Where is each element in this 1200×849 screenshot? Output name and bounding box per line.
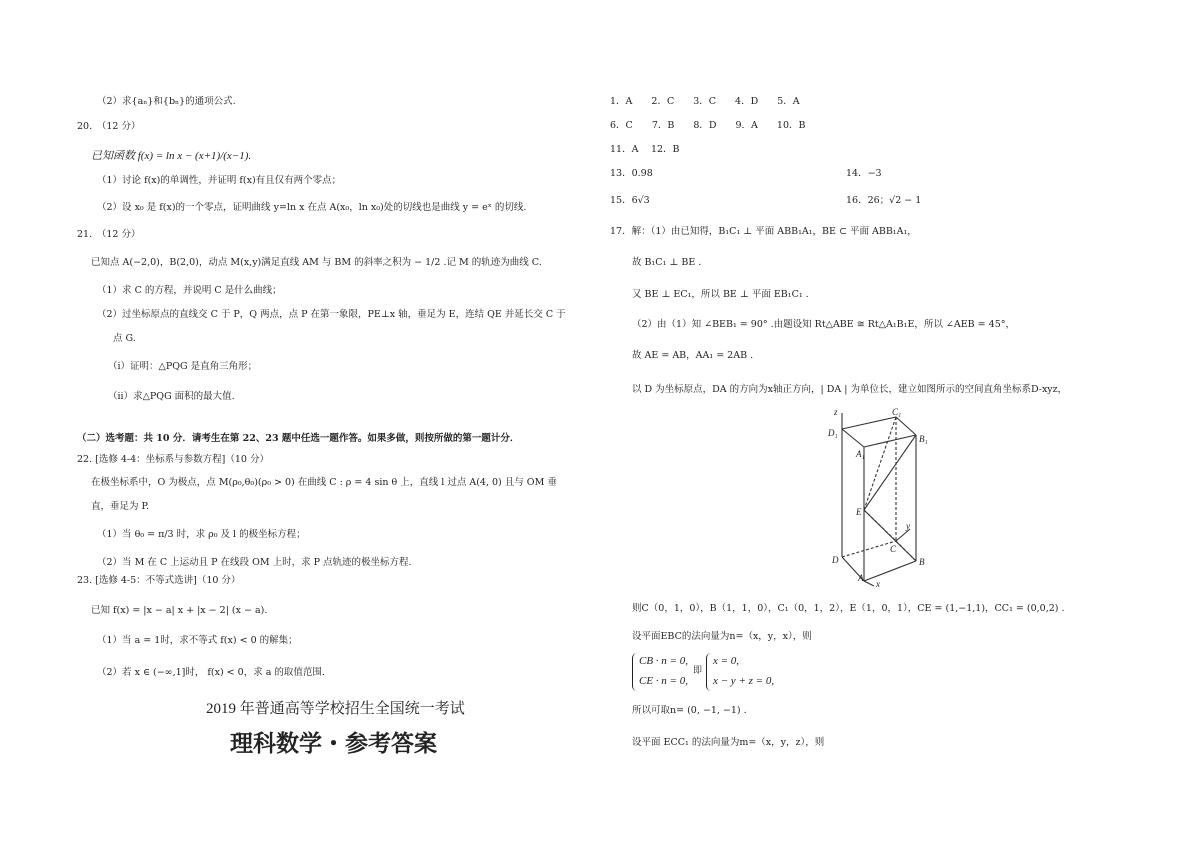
q21-sub-i: （i）证明：△PQG 是直角三角形； xyxy=(108,361,258,372)
q21-part2-cont: 点 G. xyxy=(113,333,136,344)
point-d-label: D xyxy=(832,555,839,565)
solution17-line6: 以 D 为坐标原点，DA 的方向为x轴正方向，| DA | 为单位长，建立如图所示的空间直角坐标系D-xyz， xyxy=(632,384,1068,395)
q23-body: 已知 f(x) = |x − a| x + |x − 2| (x − a). xyxy=(91,605,268,616)
solution17-line8: 设平面EBC的法向量为n=（x，y，x），则 xyxy=(632,631,812,642)
q23-part2: （2）若 x ∈ (−∞,1]时， f(x) < 0，求 a 的取值范围. xyxy=(97,667,325,678)
point-c1-label: C₁ xyxy=(892,407,902,417)
q21-part2: （2）过坐标原点的直线交 C 于 P，Q 两点，点 P 在第一象限，PE⊥x 轴，垂足为 E，连结 QE 并延长交 C 于 xyxy=(97,309,566,320)
q20-heading: 20. （12 分） xyxy=(77,121,141,132)
q20-part2: （2）设 x₀ 是 f(x)的一个零点，证明曲线 y=ln x 在点 A(x₀，ln x₀)处的切线也是曲线 y = eˣ 的切线. xyxy=(97,202,527,213)
equation-system-2 xyxy=(706,653,787,691)
answer-15: 15．6√3 xyxy=(610,195,650,206)
equation-system-1 xyxy=(632,653,693,691)
q22-heading: 22. [选修 4-4：坐标系与参数方程]（10 分） xyxy=(77,454,269,465)
solution17-line3: 又 BE ⊥ EC₁，所以 BE ⊥ 平面 EB₁C₁ . xyxy=(632,289,809,300)
solution17-line9: 所以可取n= (0, −1, −1) . xyxy=(632,705,747,716)
point-c-label: C xyxy=(890,544,897,554)
q20-function: 已知函数 f(x) = ln x − (x+1)/(x−1). xyxy=(91,150,252,162)
q22-part2: （2）当 M 在 C 上运动且 P 在线段 OM 上时，求 P 点轨迹的极坐标方程. xyxy=(97,557,412,568)
solution17-line2: 故 B₁C₁ ⊥ BE . xyxy=(632,257,702,268)
answer-16: 16．26；√2 − 1 xyxy=(846,195,922,206)
cuboid-figure xyxy=(826,405,938,590)
point-a1-label: A₁ xyxy=(856,449,865,459)
answer-14: 14．−3 xyxy=(846,168,882,179)
point-e-label: E xyxy=(856,507,862,517)
namely-label: 即 xyxy=(693,666,703,676)
axis-y-label: y xyxy=(906,521,910,531)
q21-body: 已知点 A(−2,0)，B(2,0)，动点 M(x,y)满足直线 AM 与 BM 的斜率之积为 − 1/2 .记 M 的轨迹为曲线 C. xyxy=(91,257,542,268)
answers-row-1: 1．A 2．C 3．C 4．D 5．A xyxy=(610,96,800,107)
system2-line1: x = 0, xyxy=(713,655,740,667)
q22-body: 在极坐标系中，O 为极点，点 M(ρ₀,θ₀)(ρ₀ > 0) 在曲线 C : ρ = 4 sin θ 上，直线 l 过点 A(4, 0) 且与 OM 垂 xyxy=(91,477,557,488)
system1-line1: CB · n = 0, xyxy=(639,655,688,667)
q21-part1: （1）求 C 的方程，并说明 C 是什么曲线； xyxy=(97,285,282,296)
system2-line2: x − y + z = 0, xyxy=(713,675,775,687)
q23-heading: 23. [选修 4-5：不等式选讲]（10 分） xyxy=(77,575,241,586)
solution17-line7: 则C（0，1，0），B（1，1，0），C₁（0，1，2），E（1，0，1），CE = (1,−1,1)，CC₁ = (0,0,2) . xyxy=(632,603,1065,614)
q23-part1: （1）当 a = 1时，求不等式 f(x) < 0 的解集； xyxy=(97,635,298,646)
q19-part2: （2）求{aₙ}和{bₙ}的通项公式. xyxy=(97,96,236,107)
point-b-label: B xyxy=(919,557,925,567)
q20-part1: （1）讨论 f(x)的单调性，并证明 f(x)有且仅有两个零点； xyxy=(97,175,342,186)
solution17-line5: 故 AE = AB，AA₁ = 2AB . xyxy=(632,350,754,361)
point-a-label: A xyxy=(858,573,864,583)
q21-heading: 21. （12 分） xyxy=(77,229,141,240)
q21-sub-ii: （ii）求△PQG 面积的最大值. xyxy=(108,391,235,402)
system1-line2: CE · n = 0, xyxy=(639,675,688,687)
answer-title-main: 理科数学・参考答案 xyxy=(230,731,437,757)
axis-x-label: x xyxy=(876,579,880,589)
point-b1-label: B₁ xyxy=(919,434,928,444)
solution17-line4: （2）由（1）知 ∠BEB₁ = 90° .由题设知 Rt△ABE ≅ Rt△A₁B₁E，所以 ∠AEB = 45°， xyxy=(632,319,1015,330)
solution17-line1: 17．解：（1）由已知得，B₁C₁ ⊥ 平面 ABB₁A₁，BE ⊂ 平面 ABB₁A₁， xyxy=(610,226,917,237)
answers-row-2: 6．C 7．B 8．D 9．A 10．B xyxy=(610,120,806,131)
answer-13: 13．0.98 xyxy=(610,168,653,179)
q22-body-cont: 直，垂足为 P. xyxy=(91,501,150,512)
answers-row-3: 11．A 12．B xyxy=(610,144,680,155)
axis-z-label: z xyxy=(834,407,838,417)
q22-part1: （1）当 θ₀ = π/3 时，求 ρ₀ 及 l 的极坐标方程； xyxy=(97,529,306,540)
solution17-line10: 设平面 ECC₁ 的法向量为m=（x，y，z），则 xyxy=(632,737,825,748)
elective-heading: （二）选考题：共 10 分．请考生在第 22、23 题中任选一题作答。如果多做，则按所做的第一题计分． xyxy=(77,433,520,444)
answer-title-year: 2019 年普通高等学校招生全国统一考试 xyxy=(206,701,465,717)
point-d1-label: D₁ xyxy=(828,428,838,438)
